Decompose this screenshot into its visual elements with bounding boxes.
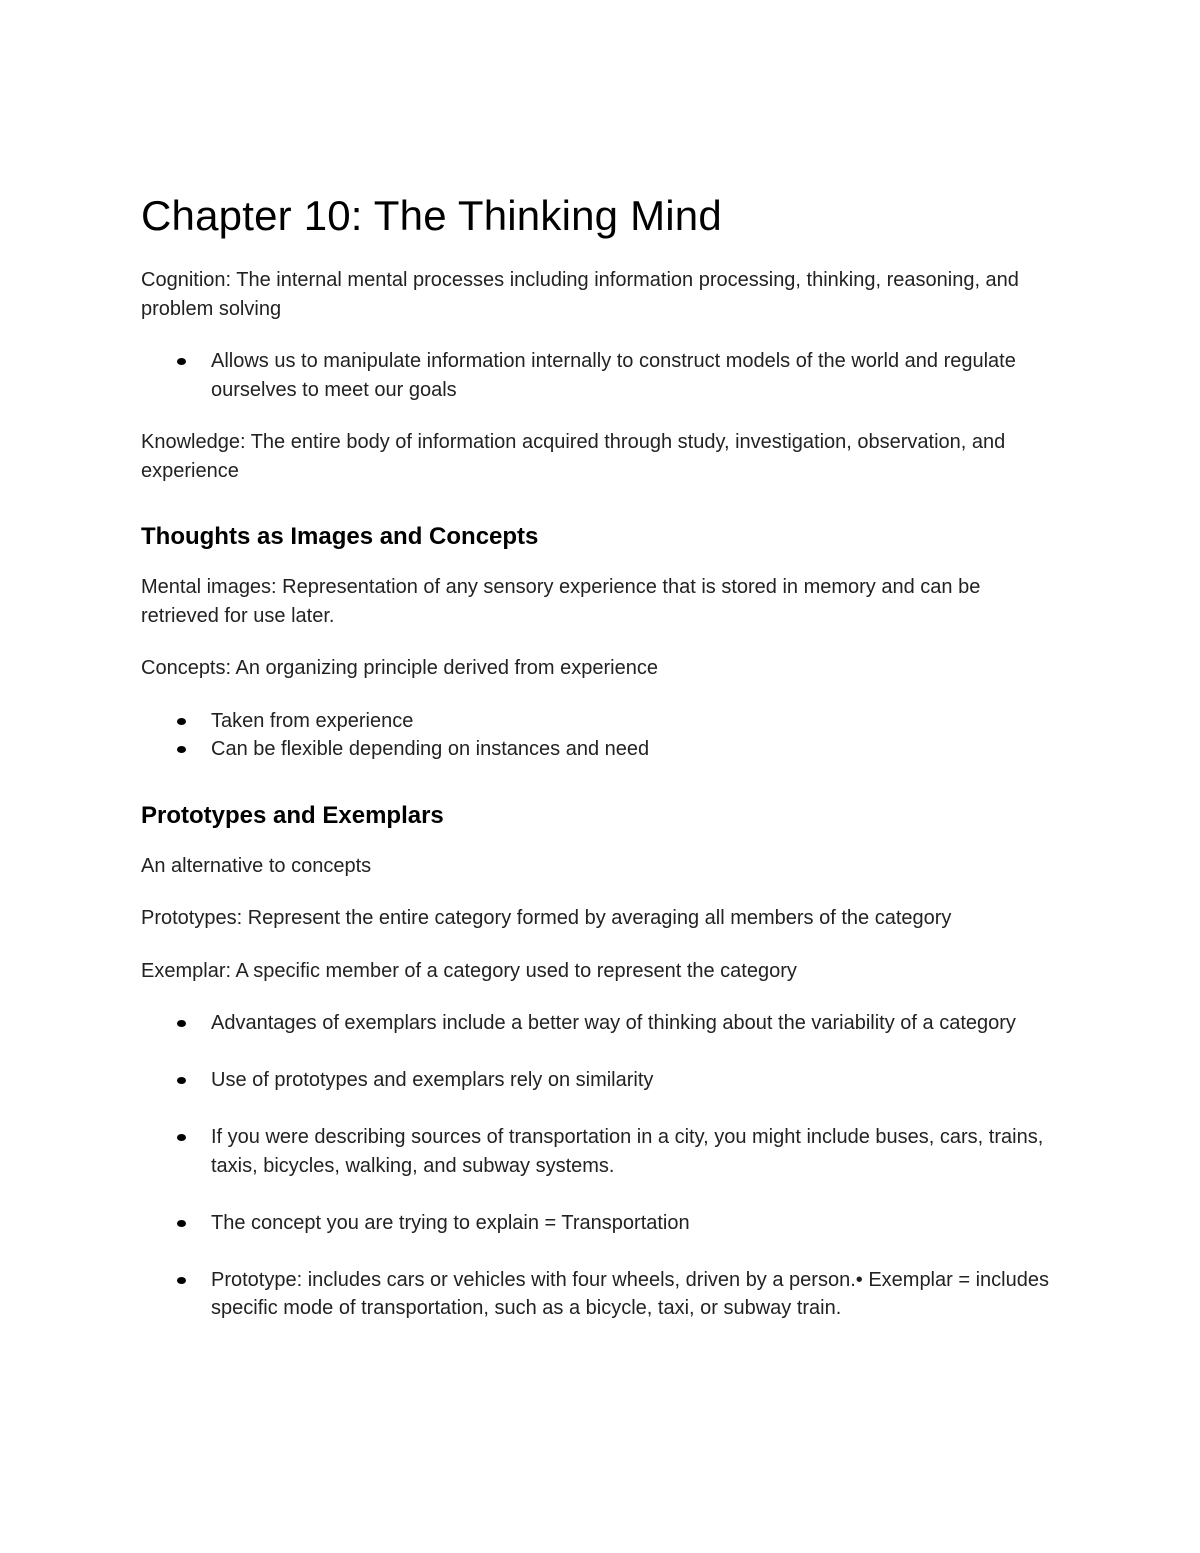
concepts-definition: Concepts: An organizing principle derived from experience	[141, 657, 658, 679]
list-item-text: The concept you are trying to explain = Transportation	[211, 1211, 690, 1234]
bullet-icon	[177, 1020, 186, 1027]
list-item-text: Prototype: includes cars or vehicles with four wheels, driven by a person.• Exemplar = includes specific mode of transportation, such as a bicycle, taxi, or subway train.	[211, 1268, 1049, 1319]
list-item	[141, 735, 1060, 764]
bullet-icon	[177, 1220, 186, 1227]
cognition-bullet-list	[141, 347, 1060, 404]
list-item	[141, 1266, 1060, 1323]
list-item	[141, 347, 1060, 404]
list-item-text: Use of prototypes and exemplars rely on similarity	[211, 1069, 654, 1091]
list-item-text: Advantages of exemplars include a better way of thinking about the variability of a category	[211, 1012, 1016, 1034]
list-item	[141, 1209, 1060, 1238]
concepts-bullet-list	[141, 707, 1060, 764]
cognition-definition: Cognition: The internal mental processes including information processing, thinking, reasoning, and problem solving	[141, 269, 1019, 320]
prototypes-intro: An alternative to concepts	[141, 854, 372, 877]
list-item	[141, 1066, 1060, 1095]
prototypes-definition: Prototypes: Represent the entire category formed by averaging all members of the category	[141, 907, 952, 929]
page-title: Chapter 10: The Thinking Mind	[141, 192, 722, 239]
list-item-text: Taken from experience	[211, 709, 414, 732]
knowledge-definition: Knowledge: The entire body of information acquired through study, investigation, observation, and experience	[141, 431, 1006, 482]
list-item	[141, 1009, 1060, 1038]
list-item-text: Can be flexible depending on instances and need	[211, 738, 650, 760]
bullet-icon	[177, 1134, 186, 1141]
exemplars-bullet-list	[141, 1009, 1060, 1323]
bullet-icon	[177, 746, 186, 753]
list-item	[141, 707, 1060, 736]
mental-images-definition: Mental images: Representation of any sensory experience that is stored in memory and can be retrieved for use later.	[141, 576, 981, 627]
exemplar-definition: Exemplar: A specific member of a category used to represent the category	[141, 959, 797, 982]
section-heading-thoughts: Thoughts as Images and Concepts	[141, 523, 539, 550]
list-item	[141, 1123, 1060, 1180]
bullet-icon	[177, 358, 186, 365]
bullet-icon	[177, 1077, 186, 1084]
bullet-icon	[177, 718, 186, 725]
list-item-text: If you were describing sources of transportation in a city, you might include buses, cars, trains, taxis, bicycles, walking, and subway systems.	[211, 1126, 1044, 1177]
list-item-text: Allows us to manipulate information internally to construct models of the world and regulate ourselves to meet our goals	[211, 350, 1016, 401]
section-heading-prototypes: Prototypes and Exemplars	[141, 801, 444, 829]
bullet-icon	[177, 1277, 186, 1284]
